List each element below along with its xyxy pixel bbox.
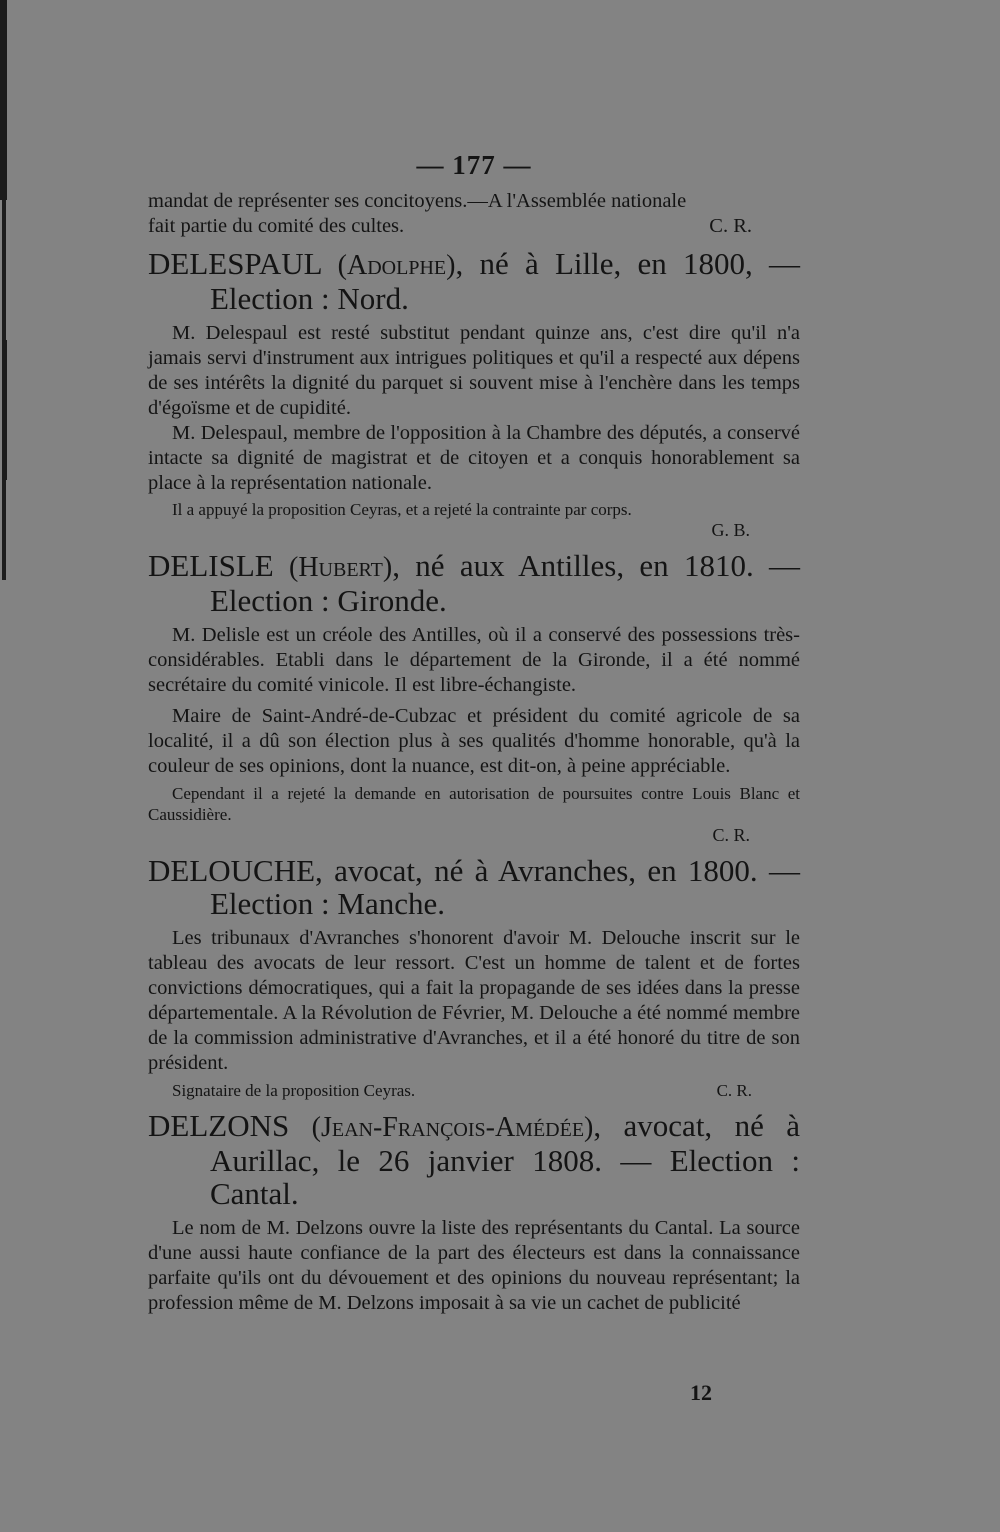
entry-surname: DELISLE: [148, 548, 274, 583]
entry-heading-rest: , né aux Antilles, en 1810. — Election : Gironde.: [210, 548, 800, 618]
entry-given-name: (Jean-François-Amédée): [311, 1112, 594, 1143]
entry-surname: DELESPAUL: [148, 246, 322, 281]
entry-signature: C. R.: [716, 1081, 752, 1100]
entry-heading-rest: , né à Lille, en 1800, — Election : Nord.: [210, 246, 801, 316]
entry-paragraph: M. Delisle est un créole des Antilles, où il a conservé des possessions très-considérables. Etabli dans le département de la Gironde, il a été nommé secrétaire du comité vinicole. Il est libre-échangiste.: [148, 624, 800, 696]
entry-signature: G. B.: [711, 520, 750, 540]
opening-continuation: [148, 189, 800, 239]
entry-paragraph: Maire de Saint-André-de-Cubzac et président du comité agricole de sa localité, il a dû son élection plus à ses qualités d'homme honorable, qu'à la couleur de ses opinions, dont la nuance, est dit-on, à peine appréciable.: [148, 705, 800, 777]
opening-line-2-wrapper: [148, 214, 800, 239]
entry-paragraph: M. Delespaul est resté substitut pendant quinze ans, c'est dire qu'il n'a jamais servi d'instrument aux intrigues politiques et qu'il a respecté aux dépens de ses intérêts la dignité du parquet si souvent mise à l'enchère dans les temps d'égoïsme et de cupidité.: [148, 322, 800, 419]
entry-heading: [148, 247, 800, 315]
entry-delzons: [148, 1109, 800, 1316]
entry-given-name: (Hubert): [289, 552, 393, 583]
entry-paragraph: Les tribunaux d'Avranches s'honorent d'avoir M. Delouche inscrit sur le tableau des avocats de leur ressort. C'est un homme de talent et de fortes convictions démocratiques, qui a fait la propagande de ses idées dans la presse départementale. A la Révolution de Février, M. Delouche a été nommé membre de la commission administrative d'Avranches, et il a été honoré du titre de son président.: [148, 927, 800, 1074]
entry-delisle: [148, 549, 800, 846]
book-page: [148, 150, 800, 1316]
entry-delouche: [148, 854, 800, 1101]
entry-heading: [148, 549, 800, 617]
entry-heading-rest: , avocat, né à Avranches, en 1800. — Election : Manche.: [210, 853, 800, 921]
entry-heading-rest: , avocat, né à Aurillac, le 26 janvier 1808. — Election : Cantal.: [210, 1108, 800, 1211]
entry-signature: C. R.: [712, 825, 750, 845]
entry-surname: DELZONS: [148, 1108, 290, 1143]
entry-note-wrapper: [148, 1080, 800, 1101]
page-number: — 177 —: [416, 150, 532, 180]
signature-mark: 12: [690, 1380, 712, 1405]
entry-note: Cependant il a rejeté la demande en autorisation de poursuites contre Louis Blanc et Caussidière.: [148, 784, 800, 824]
entry-paragraph: Le nom de M. Delzons ouvre la liste des représentants du Cantal. La source d'une aussi haute confiance de la part des électeurs est dans la connaissance parfaite qu'ils ont du dévouement et des opinions du nouveau représentant; la profession même de M. Delzons imposait à sa vie un cachet de publicité: [148, 1217, 800, 1314]
page-binding-edge: [0, 0, 14, 1532]
entry-note: Signataire de la proposition Ceyras.: [172, 1081, 416, 1100]
opening-signature: C. R.: [709, 215, 752, 237]
opening-line-1: mandat de représenter ses concitoyens.—A l'Assemblée nationale: [148, 190, 687, 212]
entry-paragraph: M. Delespaul, membre de l'opposition à la Chambre des députés, a conservé intacte sa dignité de magistrat et de citoyen et a conquis honorablement sa place à la représentation nationale.: [148, 422, 800, 494]
entry-given-name: (Adolphe): [337, 250, 456, 281]
entry-heading: [148, 1109, 800, 1210]
entry-note: Il a appuyé la proposition Ceyras, et a rejeté la contrainte par corps.: [172, 500, 632, 519]
entry-heading: [148, 854, 800, 920]
entry-delespaul: [148, 247, 800, 541]
entry-surname: DELOUCHE: [148, 853, 316, 888]
opening-line-2: fait partie du comité des cultes.: [148, 215, 405, 237]
